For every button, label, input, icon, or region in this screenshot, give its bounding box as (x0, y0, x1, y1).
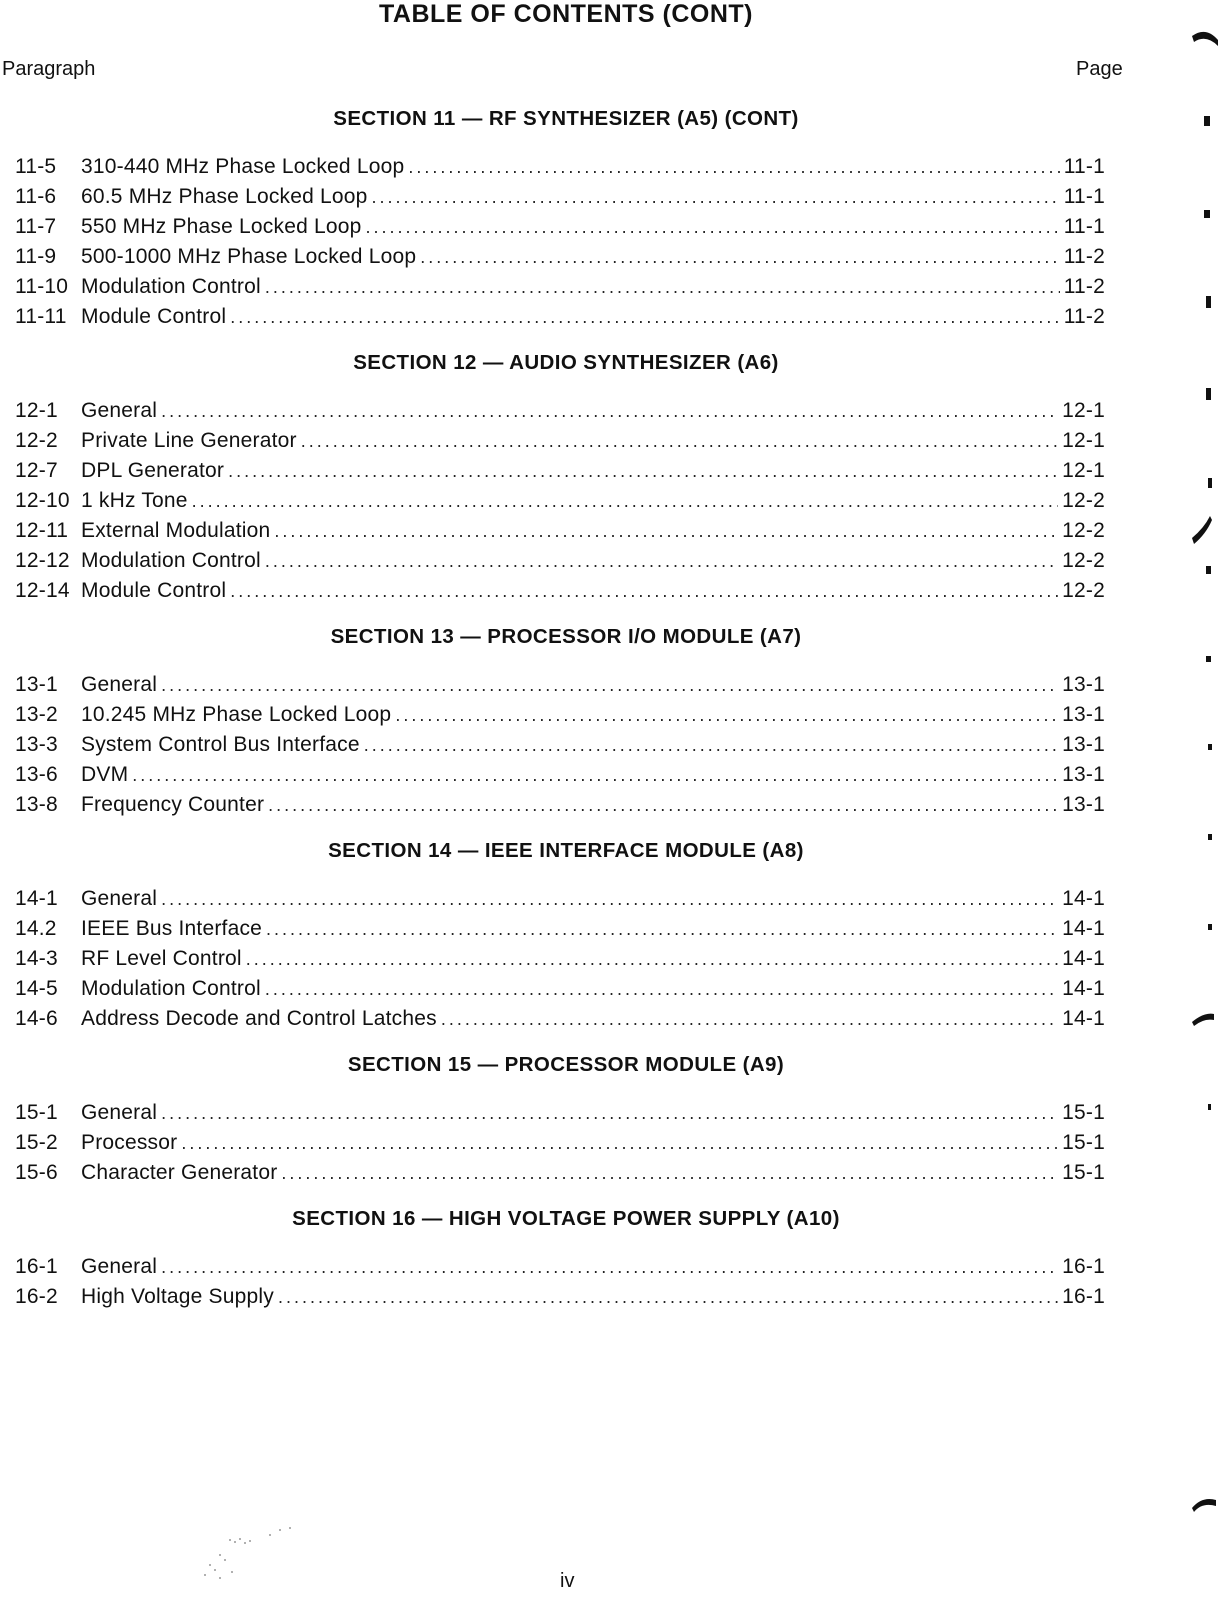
toc-sections (0, 104, 1228, 1328)
entry-title: 550 MHz Phase Locked Loop (81, 215, 362, 238)
entry-title: Module Control (81, 305, 227, 328)
page-reference: 13-1 (1062, 763, 1105, 786)
paragraph-number: 12-1 (15, 399, 58, 422)
page-reference: 11-1 (1063, 185, 1105, 208)
paragraph-number: 13-8 (15, 793, 58, 816)
paragraph-number: 11-7 (15, 215, 57, 238)
paragraph-number: 15-6 (15, 1161, 58, 1184)
paragraph-number: 12-2 (15, 429, 58, 452)
dot-leader (441, 1004, 1058, 1034)
entry-title: System Control Bus Interface (81, 733, 360, 756)
page-reference: 13-1 (1062, 793, 1105, 816)
dot-leader (181, 1128, 1058, 1158)
toc-entry (0, 272, 1105, 302)
page-reference: 11-2 (1063, 245, 1105, 268)
dot-leader (230, 576, 1058, 606)
section-heading: SECTION 11 — RF SYNTHESIZER (A5) (CONT) (333, 107, 799, 130)
toc-entry (0, 546, 1105, 576)
dot-leader (420, 242, 1059, 272)
page-reference: 12-1 (1062, 459, 1105, 482)
toc-entry (0, 152, 1105, 182)
page-reference: 12-2 (1062, 489, 1105, 512)
dot-leader (301, 426, 1058, 456)
entry-title: General (81, 1101, 158, 1124)
entry-title: 310-440 MHz Phase Locked Loop (81, 155, 405, 178)
section-heading: SECTION 14 — IEEE INTERFACE MODULE (A8) (328, 839, 804, 862)
page-column-header: Page (1076, 58, 1123, 80)
page-reference: 12-2 (1062, 549, 1105, 572)
paragraph-number: 15-2 (15, 1131, 58, 1154)
page-reference: 11-2 (1063, 305, 1105, 328)
toc-entry (0, 516, 1105, 546)
paragraph-number: 14-5 (15, 977, 58, 1000)
entry-title: Modulation Control (81, 275, 261, 298)
paragraph-number: 13-6 (15, 763, 58, 786)
toc-entry (0, 212, 1105, 242)
toc-entry (0, 396, 1105, 426)
page-reference: 11-2 (1063, 275, 1105, 298)
paragraph-number: 11-10 (15, 275, 69, 298)
paragraph-number: 12-14 (15, 579, 70, 602)
toc-entry (0, 700, 1105, 730)
dot-leader (366, 212, 1060, 242)
page-reference: 14-1 (1062, 1007, 1105, 1030)
page-reference: 14-1 (1062, 947, 1105, 970)
toc-entry (0, 914, 1105, 944)
paragraph-number: 12-10 (15, 489, 70, 512)
dot-leader (408, 152, 1059, 182)
toc-entry (0, 456, 1105, 486)
page-reference: 12-1 (1062, 429, 1105, 452)
toc-entry (0, 182, 1105, 212)
dot-leader (265, 974, 1058, 1004)
dot-leader (281, 1158, 1058, 1188)
section-heading: SECTION 13 — PROCESSOR I/O MODULE (A7) (330, 625, 802, 648)
paragraph-number: 11-6 (15, 185, 57, 208)
toc-entry (0, 242, 1105, 272)
page-reference: 14-1 (1062, 917, 1105, 940)
dot-leader (161, 1098, 1058, 1128)
paragraph-number: 14.2 (15, 917, 57, 940)
toc-section (0, 1204, 1228, 1312)
paragraph-number: 13-3 (15, 733, 58, 756)
paragraph-number: 15-1 (15, 1101, 58, 1124)
toc-entry (0, 1158, 1105, 1188)
dot-leader (132, 760, 1058, 790)
entry-title: General (81, 673, 158, 696)
dot-leader (265, 546, 1058, 576)
paragraph-number: 14-3 (15, 947, 58, 970)
dot-leader (265, 272, 1060, 302)
toc-entry (0, 302, 1105, 332)
dot-leader (274, 516, 1058, 546)
page-reference: 15-1 (1062, 1131, 1105, 1154)
dot-leader (161, 884, 1058, 914)
toc-entry (0, 884, 1105, 914)
paragraph-number: 14-6 (15, 1007, 58, 1030)
toc-entry (0, 670, 1105, 700)
dot-leader (161, 396, 1058, 426)
page-reference: 12-2 (1062, 579, 1105, 602)
toc-entry (0, 974, 1105, 1004)
page-reference: 13-1 (1062, 673, 1105, 696)
entry-title: Module Control (81, 579, 227, 602)
paragraph-column-header: Paragraph (2, 58, 96, 80)
toc-entry (0, 1282, 1105, 1312)
entry-title: General (81, 887, 158, 910)
entry-title: Modulation Control (81, 977, 261, 1000)
page-reference: 13-1 (1062, 703, 1105, 726)
section-heading: SECTION 15 — PROCESSOR MODULE (A9) (347, 1053, 785, 1076)
paragraph-number: 16-1 (15, 1255, 58, 1278)
dot-leader (372, 182, 1060, 212)
toc-entry (0, 426, 1105, 456)
page-reference: 12-1 (1062, 399, 1105, 422)
dot-leader (395, 700, 1058, 730)
section-heading: SECTION 12 — AUDIO SYNTHESIZER (A6) (353, 351, 779, 374)
dot-leader (266, 914, 1058, 944)
binding-hole-marks (1188, 0, 1228, 1600)
toc-entry (0, 1252, 1105, 1282)
entry-title: Character Generator (81, 1161, 278, 1184)
paragraph-number: 12-12 (15, 549, 70, 572)
section-heading: SECTION 16 — HIGH VOLTAGE POWER SUPPLY (A10) (292, 1207, 840, 1230)
page-reference: 11-1 (1063, 155, 1105, 178)
entry-title: General (81, 399, 158, 422)
toc-section (0, 1050, 1228, 1188)
entry-title: Frequency Counter (81, 793, 265, 816)
page-reference: 15-1 (1062, 1161, 1105, 1184)
toc-section (0, 622, 1228, 820)
toc-section (0, 836, 1228, 1034)
paragraph-number: 13-1 (15, 673, 58, 696)
entry-title: RF Level Control (81, 947, 242, 970)
page-number: iv (560, 1570, 575, 1592)
toc-entry (0, 1004, 1105, 1034)
entry-title: General (81, 1255, 158, 1278)
entry-title: Processor (81, 1131, 178, 1154)
entry-title: Address Decode and Control Latches (81, 1007, 437, 1030)
entry-title: 1 kHz Tone (81, 489, 188, 512)
dot-leader (268, 790, 1058, 820)
toc-section (0, 104, 1228, 332)
entry-title: DVM (81, 763, 129, 786)
scan-artifacts-icon (1188, 0, 1228, 1600)
paragraph-number: 11-9 (15, 245, 57, 268)
toc-entry (0, 1098, 1105, 1128)
toc-section (0, 348, 1228, 606)
entry-title: 60.5 MHz Phase Locked Loop (81, 185, 368, 208)
toc-entry (0, 730, 1105, 760)
toc-entry (0, 944, 1105, 974)
entry-title: Private Line Generator (81, 429, 297, 452)
dot-leader (161, 670, 1058, 700)
page-reference: 12-2 (1062, 519, 1105, 542)
paragraph-number: 14-1 (15, 887, 58, 910)
page-title: TABLE OF CONTENTS (CONT) (379, 0, 753, 28)
entry-title: High Voltage Supply (81, 1285, 274, 1308)
entry-title: External Modulation (81, 519, 271, 542)
entry-title: Modulation Control (81, 549, 261, 572)
page-reference: 14-1 (1062, 887, 1105, 910)
dot-leader (228, 456, 1058, 486)
page-reference: 13-1 (1062, 733, 1105, 756)
entry-title: IEEE Bus Interface (81, 917, 263, 940)
toc-entry (0, 760, 1105, 790)
entry-title: 500-1000 MHz Phase Locked Loop (81, 245, 417, 268)
dot-leader (364, 730, 1058, 760)
scan-speckle-icon (150, 1520, 300, 1590)
dot-leader (246, 944, 1058, 974)
dot-leader (192, 486, 1058, 516)
dot-leader (278, 1282, 1058, 1312)
page-reference: 14-1 (1062, 977, 1105, 1000)
dot-leader (230, 302, 1060, 332)
toc-entry (0, 576, 1105, 606)
paragraph-number: 11-5 (15, 155, 57, 178)
toc-entry (0, 486, 1105, 516)
entry-title: DPL Generator (81, 459, 225, 482)
paragraph-number: 13-2 (15, 703, 58, 726)
page-reference: 16-1 (1062, 1285, 1105, 1308)
page-reference: 16-1 (1062, 1255, 1105, 1278)
toc-entry (0, 790, 1105, 820)
dot-leader (161, 1252, 1058, 1282)
paragraph-number: 16-2 (15, 1285, 58, 1308)
paragraph-number: 12-7 (15, 459, 58, 482)
paragraph-number: 12-11 (15, 519, 69, 542)
paragraph-number: 11-11 (15, 305, 67, 328)
page-reference: 11-1 (1063, 215, 1105, 238)
entry-title: 10.245 MHz Phase Locked Loop (81, 703, 392, 726)
page-reference: 15-1 (1062, 1101, 1105, 1124)
toc-entry (0, 1128, 1105, 1158)
